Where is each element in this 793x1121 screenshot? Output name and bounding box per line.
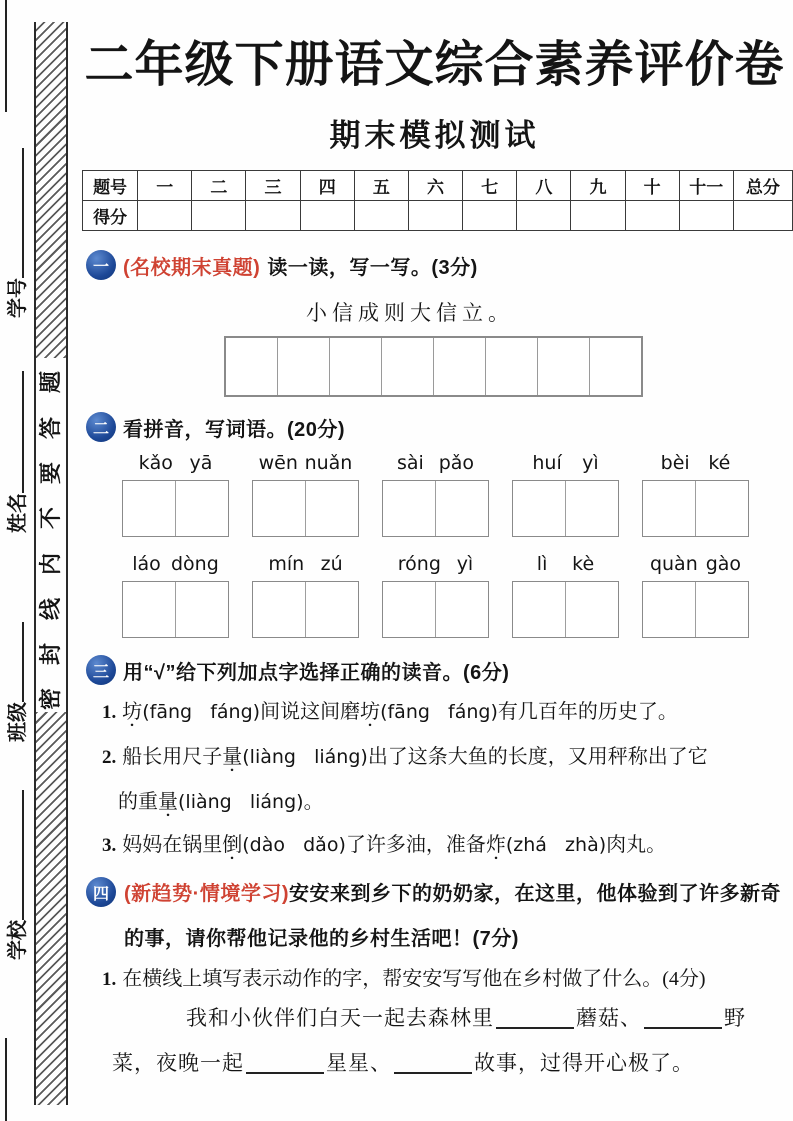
pinyin-syllable: yì xyxy=(582,452,599,474)
pinyin-group xyxy=(382,553,489,638)
item-number: 3. xyxy=(102,835,117,856)
pinyin-syllable: nuǎn xyxy=(304,452,353,474)
pinyin-label-pair xyxy=(642,553,749,575)
score-input-cell[interactable] xyxy=(517,201,571,231)
pinyin-syllable: zú xyxy=(320,553,343,575)
score-input-cell[interactable] xyxy=(192,201,246,231)
word-writing-box xyxy=(252,581,359,638)
score-input-cell[interactable] xyxy=(246,201,300,231)
pinyin-syllable: dòng xyxy=(170,553,219,575)
writing-cell[interactable] xyxy=(176,481,228,536)
seal-char: 密 xyxy=(38,688,63,711)
score-table-question-col: 总分 xyxy=(733,171,792,201)
fill-in-line-2 xyxy=(112,1047,694,1077)
sidebar-field-label: 班级 xyxy=(7,702,29,742)
pinyin-choice: (zhá zhà) xyxy=(505,834,607,856)
question-2-title: 看拼音，写词语。(20分) xyxy=(123,418,346,441)
score-table-header-row xyxy=(83,171,793,201)
page-subtitle: 期末模拟测试 xyxy=(329,118,540,153)
item-text: 间说这间磨 xyxy=(260,701,361,723)
score-input-cell[interactable] xyxy=(463,201,517,231)
pinyin-syllable: yì xyxy=(456,553,474,575)
score-table-score-row xyxy=(83,201,793,231)
item-number: 1. xyxy=(102,702,117,723)
pinyin-row-1 xyxy=(0,452,793,544)
score-input-cell[interactable] xyxy=(138,201,192,231)
score-input-cell[interactable] xyxy=(625,201,679,231)
answer-blank[interactable] xyxy=(246,1052,324,1074)
score-table-question-col: 十 xyxy=(625,171,679,201)
pinyin-label-pair xyxy=(122,452,229,474)
word-writing-box xyxy=(122,480,229,537)
question-1-tag: (名校期末真题) xyxy=(123,256,261,279)
pinyin-syllable: lì xyxy=(536,553,548,575)
score-input-cell[interactable] xyxy=(354,201,408,231)
pinyin-label-pair xyxy=(252,553,359,575)
question-3-number-badge: 三 xyxy=(86,655,116,685)
answer-blank[interactable] xyxy=(394,1052,472,1074)
word-writing-box xyxy=(512,581,619,638)
item-text: 的重 xyxy=(118,791,158,813)
question-1-sentence: 小信成则大信立。 xyxy=(306,301,514,325)
writing-cell[interactable] xyxy=(226,338,278,395)
seal-char: 要 xyxy=(38,462,63,485)
page-edge-line-bottom xyxy=(5,1038,7,1121)
writing-cell[interactable] xyxy=(383,582,436,637)
fill-line-text: 菜，夜晚一起 xyxy=(112,1051,244,1075)
writing-cell[interactable] xyxy=(278,338,330,395)
question-3-title: 用“√”给下列加点字选择正确的读音。(6分) xyxy=(123,661,510,684)
writing-cell[interactable] xyxy=(434,338,486,395)
word-writing-box xyxy=(252,480,359,537)
score-table-question-col: 十一 xyxy=(679,171,733,201)
fill-line-text: 星星、 xyxy=(326,1051,392,1075)
fill-line-text: 我和小伙伴们白天一起去森林里 xyxy=(186,1006,494,1030)
writing-cell[interactable] xyxy=(566,481,618,536)
writing-cell[interactable] xyxy=(590,338,641,395)
dotted-character: 量 ● xyxy=(222,742,242,772)
pinyin-syllable: gào xyxy=(705,553,742,575)
word-writing-box xyxy=(642,480,749,537)
pinyin-label-pair xyxy=(382,553,489,575)
seal-char: 题 xyxy=(38,371,63,394)
question-1-header xyxy=(86,250,478,280)
score-input-cell[interactable] xyxy=(571,201,625,231)
pinyin-group xyxy=(642,553,749,638)
word-writing-box xyxy=(512,480,619,537)
score-table-corner-cell: 题号 xyxy=(83,171,138,201)
pinyin-choice: (liàng liáng) xyxy=(178,791,304,813)
writing-cell[interactable] xyxy=(696,481,748,536)
pinyin-syllable: ké xyxy=(708,452,731,474)
seal-char: 线 xyxy=(38,598,63,621)
writing-cell[interactable] xyxy=(123,481,176,536)
question-2-header xyxy=(86,412,345,442)
question-3-item-line xyxy=(102,742,792,772)
pinyin-label-pair xyxy=(252,452,359,474)
question-4-header xyxy=(86,872,790,962)
writing-cell[interactable] xyxy=(696,582,748,637)
writing-cell[interactable] xyxy=(643,582,696,637)
seal-char: 内 xyxy=(38,553,63,576)
seal-char: 不 xyxy=(38,507,63,530)
sidebar-field-label: 学校 xyxy=(7,920,29,960)
pinyin-group xyxy=(642,452,749,537)
score-table-question-col: 八 xyxy=(517,171,571,201)
sidebar-field-blank-line[interactable] xyxy=(6,148,24,278)
dotted-character: 坊 ● xyxy=(360,697,380,727)
writing-cell[interactable] xyxy=(253,582,306,637)
pinyin-syllable: pǎo xyxy=(438,452,475,474)
writing-cell[interactable] xyxy=(513,481,566,536)
writing-cell[interactable] xyxy=(566,582,618,637)
item-text: 妈妈在锅里 xyxy=(122,834,223,856)
writing-cell[interactable] xyxy=(436,481,488,536)
writing-cell[interactable] xyxy=(306,582,358,637)
sidebar-field-school xyxy=(6,790,30,960)
writing-cell[interactable] xyxy=(513,582,566,637)
pinyin-label-pair xyxy=(642,452,749,474)
question-3-item-line xyxy=(102,787,792,817)
writing-cell[interactable] xyxy=(643,481,696,536)
item-number: 2. xyxy=(102,747,117,768)
score-input-cell[interactable] xyxy=(300,201,354,231)
dotted-character: 量 ● xyxy=(158,787,178,817)
sidebar-field-student-id xyxy=(6,148,30,318)
pinyin-group xyxy=(382,452,489,537)
question-3-header xyxy=(86,655,509,685)
question-4-item-1-text: 在横线上填写表示动作的字，帮安安写写他在乡村做了什么。(4分) xyxy=(122,968,706,990)
pinyin-choice: (fāng fáng) xyxy=(380,701,498,723)
word-writing-box xyxy=(122,581,229,638)
pinyin-label-pair xyxy=(512,553,619,575)
question-1-title: 读一读，写一写。(3分) xyxy=(267,256,478,279)
score-table xyxy=(82,170,793,231)
writing-cell[interactable] xyxy=(436,582,488,637)
writing-cell[interactable] xyxy=(383,481,436,536)
item-text: 出了这条大鱼的长度，又用秤称出了它 xyxy=(367,746,708,768)
writing-cell[interactable] xyxy=(330,338,382,395)
pinyin-group xyxy=(122,452,229,537)
writing-cell[interactable] xyxy=(382,338,434,395)
writing-cell[interactable] xyxy=(538,338,590,395)
pinyin-group xyxy=(512,452,619,537)
word-writing-box xyxy=(642,581,749,638)
pinyin-group xyxy=(252,553,359,638)
item-text: 了许多油，准备 xyxy=(345,834,486,856)
answer-blank[interactable] xyxy=(644,1007,722,1029)
score-table-question-col: 六 xyxy=(408,171,462,201)
question-1-number-badge: 一 xyxy=(86,250,116,280)
sidebar-field-label: 学号 xyxy=(7,278,29,318)
pinyin-choice: (liàng liáng) xyxy=(242,746,368,768)
question-3-items xyxy=(102,697,792,860)
fill-line-text: 野 xyxy=(724,1006,746,1030)
sidebar-field-blank-line[interactable] xyxy=(6,790,24,920)
word-writing-box xyxy=(382,480,489,537)
dotted-character: 坊 ● xyxy=(122,697,142,727)
question-2-number-badge: 二 xyxy=(86,412,116,442)
fill-in-line-1 xyxy=(186,1002,746,1032)
score-table-question-col: 七 xyxy=(463,171,517,201)
score-input-cell[interactable] xyxy=(679,201,733,231)
score-table-question-col: 三 xyxy=(246,171,300,201)
page-title: 二年级下册语文综合素养评价卷 xyxy=(84,38,785,92)
writing-cell[interactable] xyxy=(253,481,306,536)
word-writing-box xyxy=(382,581,489,638)
writing-cell[interactable] xyxy=(123,582,176,637)
fill-line-text: 蘑菇、 xyxy=(576,1006,642,1030)
pinyin-label-pair xyxy=(122,553,229,575)
page-edge-line-top xyxy=(5,0,7,112)
pinyin-group xyxy=(512,553,619,638)
question-4-intro xyxy=(124,872,784,962)
item-text: 有几百年的历史了。 xyxy=(497,701,678,723)
seal-char: 答 xyxy=(38,417,63,440)
pinyin-syllable: róng xyxy=(397,553,441,575)
writing-cell[interactable] xyxy=(176,582,228,637)
pinyin-syllable: sài xyxy=(396,452,424,474)
pinyin-choice: (dào dǎo) xyxy=(242,834,346,856)
question-3-item-line xyxy=(102,830,792,860)
pinyin-choice: (fāng fáng) xyxy=(142,701,261,723)
pinyin-syllable: huí xyxy=(532,452,562,474)
item-text: 。 xyxy=(303,791,324,813)
pinyin-label-pair xyxy=(512,452,619,474)
question-4-item-1 xyxy=(102,962,706,991)
answer-blank[interactable] xyxy=(496,1007,574,1029)
score-table-question-col: 二 xyxy=(192,171,246,201)
score-row-label-cell: 得分 xyxy=(83,201,138,231)
dotted-character: 倒 ● xyxy=(222,830,242,860)
item-text: 船长用尺子 xyxy=(122,746,223,768)
pinyin-syllable: quàn xyxy=(649,553,698,575)
question-4-tag: (新趋势·情境学习) xyxy=(124,883,289,905)
pinyin-syllable: bèi xyxy=(660,452,690,474)
sidebar-field-label: 姓名 xyxy=(7,493,29,533)
score-table-question-col: 一 xyxy=(138,171,192,201)
question-1-writing-grid xyxy=(224,336,643,397)
writing-cell[interactable] xyxy=(486,338,538,395)
pinyin-group xyxy=(122,553,229,638)
score-table-question-col: 四 xyxy=(300,171,354,201)
item-number: 1. xyxy=(102,969,117,990)
score-input-cell[interactable] xyxy=(733,201,792,231)
pinyin-syllable: mín xyxy=(268,553,305,575)
score-input-cell[interactable] xyxy=(408,201,462,231)
pinyin-syllable: kè xyxy=(572,553,595,575)
seal-char: 封 xyxy=(38,643,63,666)
pinyin-syllable: wēn xyxy=(258,452,298,474)
question-4-number-badge: 四 xyxy=(86,877,116,907)
pinyin-group xyxy=(252,452,359,537)
question-4-intro-text: 安安来到乡下的奶奶家，在这里，他体验到了许多新奇的事，请你帮他记录他的乡村生活吧！(7分) xyxy=(124,883,781,950)
pinyin-label-pair xyxy=(382,452,489,474)
pinyin-syllable: yā xyxy=(189,452,213,474)
question-3-item-line xyxy=(102,697,792,727)
pinyin-row-2 xyxy=(0,553,793,645)
score-table-question-col: 九 xyxy=(571,171,625,201)
fill-line-text: 故事，过得开心极了。 xyxy=(474,1051,694,1075)
writing-cell[interactable] xyxy=(306,481,358,536)
item-text: 肉丸。 xyxy=(606,834,667,856)
score-table-question-col: 五 xyxy=(354,171,408,201)
dotted-character: 炸 ● xyxy=(486,830,506,860)
pinyin-syllable: láo xyxy=(132,553,161,575)
pinyin-syllable: kǎo xyxy=(138,452,173,474)
